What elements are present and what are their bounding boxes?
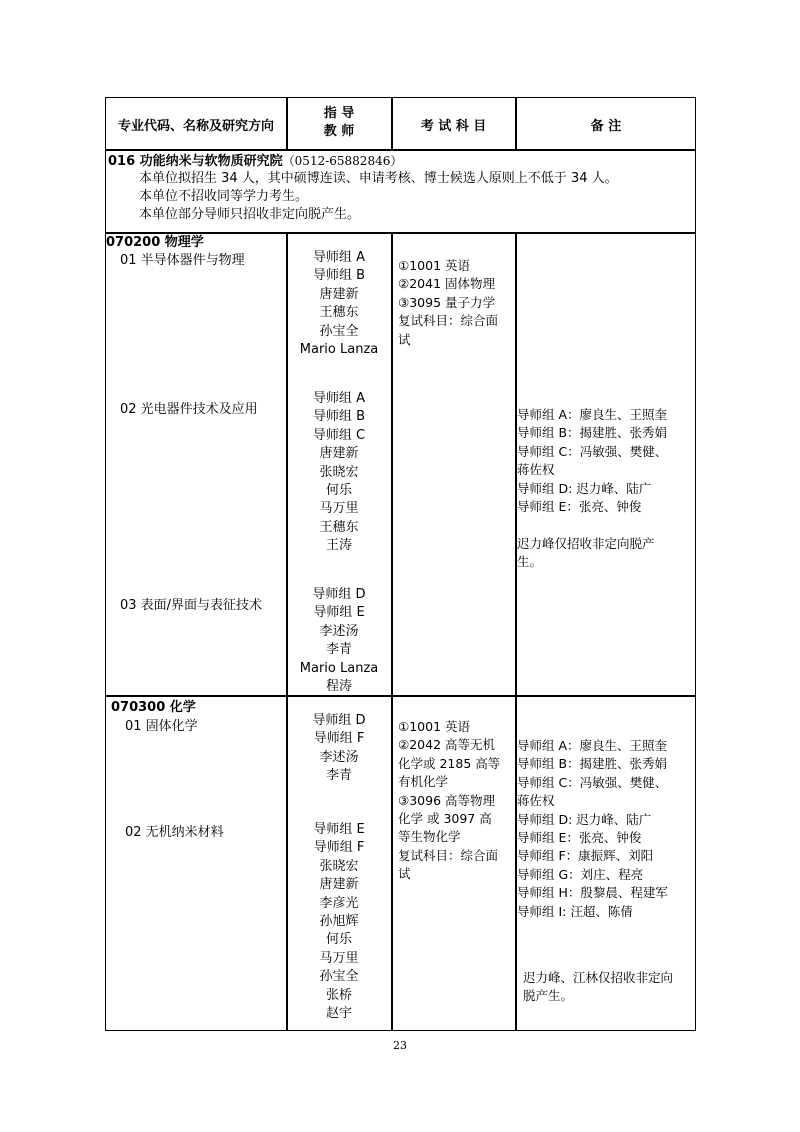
unit-line: 本单位部分导师只招收非定向脱产生。 [139,207,361,222]
header-divider [105,149,696,151]
advisor-group-notes: 导师组 A：廖良生、王照奎 导师组 B：揭建胜、张秀娟 导师组 C：冯敏强、樊健、 蒋佐权 导师组 D: 迟力峰、陆广 导师组 E：张亮、钟俊 导师组 F：康振辉、刘阳 导师组 G：刘庄、程亮 导师组 H：殷黎晨、程建军 导师组 I: 汪超、陈倩 [517,738,668,919]
advisor-list: 导师组 E 导师组 F 张晓宏 唐建新 李彦光 孙旭辉 何乐 马万里 孙宝全 张桥 赵宇 [313,822,365,1021]
header-exam: 考 试 科 目 [420,119,487,134]
exam-subjects: ①1001 英语 ②2041 固体物理 ③3095 量子力学 复试科目：综合面 试 [398,258,499,347]
header-notes: 备 注 [590,119,622,134]
remark: 迟力峰仅招收非定向脱产 生。 [517,536,655,570]
header-advisor: 指 导 教 师 [323,106,355,139]
major-code: 070300 化学 [111,700,196,715]
remark: 迟力峰、江林仅招收非定向 脱产生。 [523,970,674,1004]
header-major: 专业代码、名称及研究方向 [117,119,274,134]
direction-name: 01 半导体器件与物理 [120,253,245,268]
unit-title: 016 功能纳米与软物质研究院（0512-65882846） [108,154,403,169]
unit-line: 本单位拟招生 34 人，其中硕博连读、申请考核、博士候选人原则上不低于 34 人。 [139,171,618,186]
advisor-list: 导师组 A 导师组 B 唐建新 王穗东 孙宝全 Mario Lanza [299,250,379,357]
advisor-list: 导师组 D 导师组 E 李述汤 李青 Mario Lanza 程涛 [299,587,379,694]
advisor-group-notes: 导师组 A：廖良生、王照奎 导师组 B：揭建胜、张秀娟 导师组 C：冯敏强、樊健、 蒋佐权 导师组 D: 迟力峰、陆广 导师组 E：张亮、钟俊 [517,407,668,514]
unit-line: 本单位不招收同等学力考生。 [139,189,309,204]
direction-name: 02 无机纳米材料 [125,825,224,840]
col-divider-2 [391,232,393,1031]
exam-subjects: ①1001 英语 ②2042 高等无机 化学或 2185 高等 有机化学 ③3096 高等物理 化学 或 3097 高 等生物化学 复试科目：综合面 试 [398,719,501,882]
advisor-list: 导师组 D 导师组 F 李述汤 李青 [312,713,366,784]
major-code: 070200 物理学 [106,235,204,250]
direction-name: 02 光电器件技术及应用 [120,402,258,417]
physics-divider [105,695,696,697]
page-number: 23 [393,1039,407,1052]
advisor-list: 导师组 A 导师组 B 导师组 C 唐建新 张晓宏 何乐 马万里 王穗东 王涛 [312,391,366,554]
direction-name: 01 固体化学 [125,719,198,734]
direction-name: 03 表面/界面与表征技术 [120,598,263,613]
